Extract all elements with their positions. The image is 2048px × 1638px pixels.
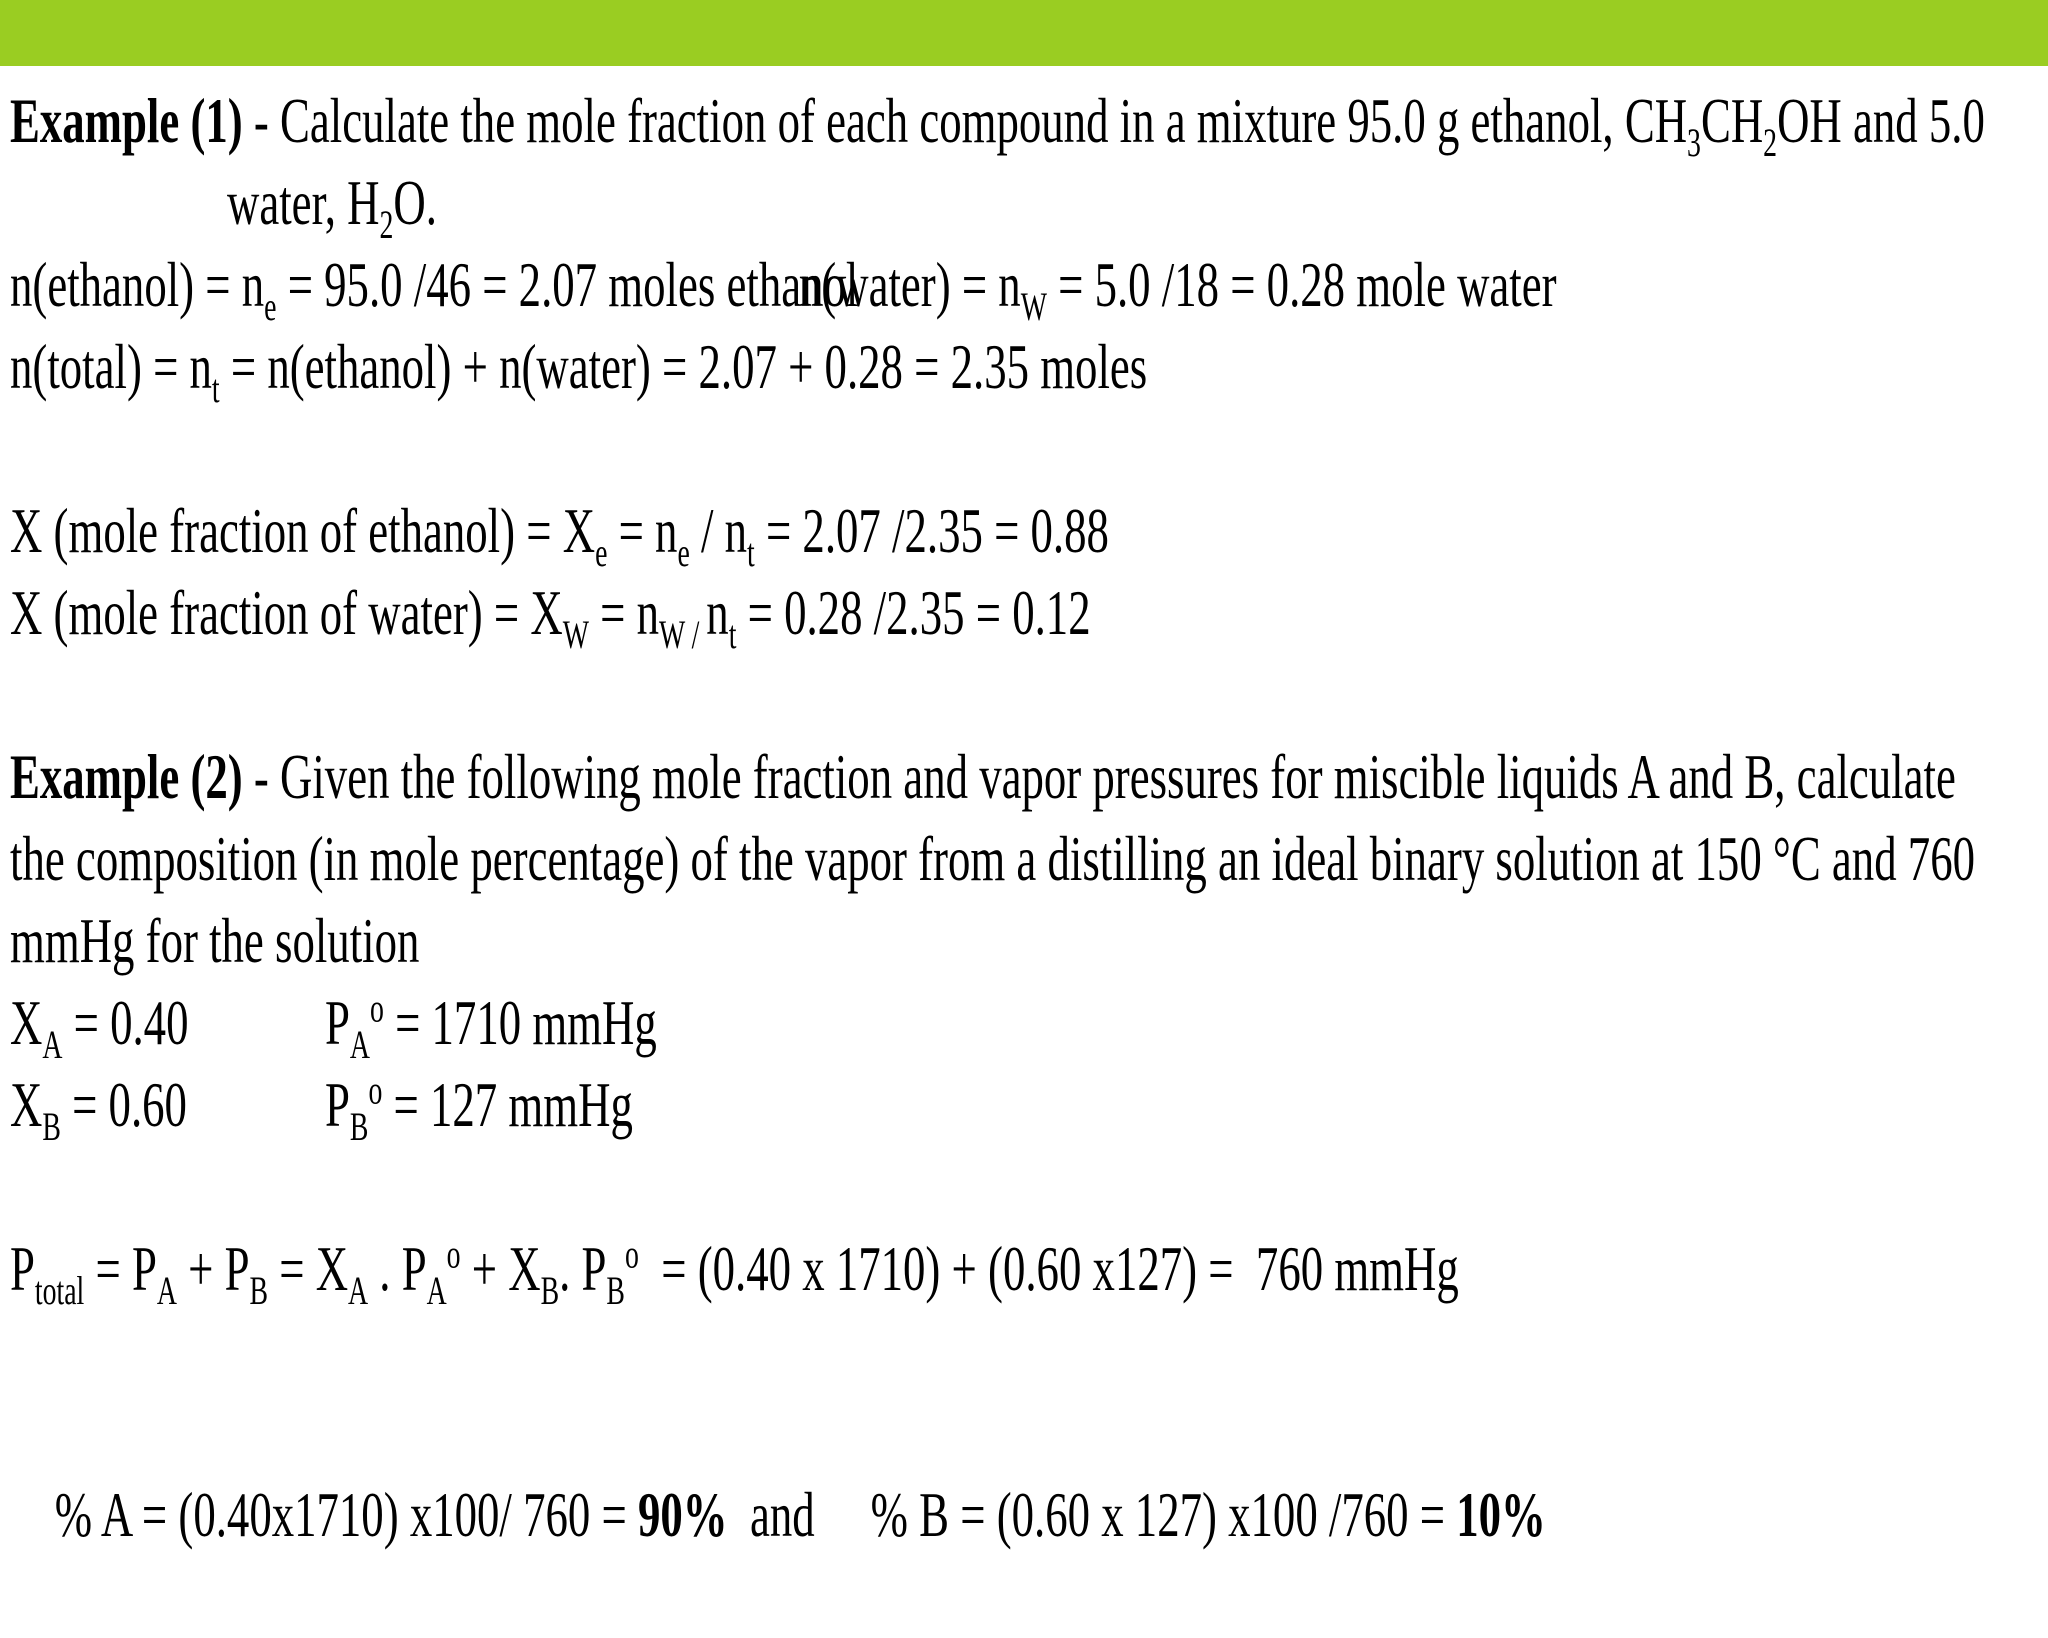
- example2-title: Example (2): [10, 741, 243, 812]
- example1-title: Example (1): [10, 85, 243, 156]
- header-accent-bar: [0, 0, 2048, 66]
- percent-b: % B = (0.60 x 127) x100 /760 = 10%: [870, 1479, 1546, 1550]
- moles-line: [10, 244, 1557, 329]
- x-water-line: X (mole fraction of water) = $X_W = n_{W /}$ $n_t = 0.28$ /2.35 = 0.12: [10, 577, 1091, 657]
- percent-a: % A = (0.40x1710) x100/ 760 = 90%: [54, 1479, 728, 1550]
- slide-content: [10, 80, 1985, 1550]
- n-total-line: n(total) = $n_t$ = n(ethanol) + n(water) = 2.07 + 0.28 = 2.35 moles: [10, 331, 1148, 411]
- xb-pb-line: [10, 1064, 1431, 1149]
- pa-value: $P_A^o = 1710$ mmHg: [325, 986, 657, 1067]
- percent-line: % A = (0.40x1710) x100/ 760 = 90% and % B = (0.60 x 127) x100 /760 = 10%: [54, 1479, 1546, 1550]
- example2-question-line3: mmHg for the solution: [10, 905, 420, 976]
- x-ethanol-line: X (mole fraction of ethanol) = $X_e = n_e / n_t = 2.07$ /2.35 = 0.88: [10, 495, 1109, 575]
- p-total-line: $P_{total} = P_A + P_B = X_A$ . $P_A^o + X_B$. $P_B^o = (0.40$ x 1710) + (0.60 x127) = 760 mmHg: [10, 1232, 1459, 1313]
- xb-value: $X_B = 0.60$: [10, 1069, 187, 1149]
- pb-value: $P_B^o = 127$ mmHg: [325, 1068, 633, 1149]
- n-water: n(water) = $n_W = 5.0$ /18 = 0.28 mole water: [798, 249, 1557, 329]
- xa-pa-line: [10, 982, 1431, 1067]
- xa-value: $X_A = 0.40$: [10, 987, 189, 1067]
- example2-question-line2: the composition (in mole percentage) of the vapor from a distilling an ideal binary solution at 150 °C and 760: [10, 823, 1976, 894]
- n-ethanol: n(ethanol) = $n_e = 95.0$ /46 = 2.07 moles ethanol: [10, 249, 859, 329]
- example2-question-line1: Example (2) - Given the following mole fraction and vapor pressures for miscible liquids A and B, calculate: [10, 741, 1956, 812]
- example1-question-line2: water, $H_2O$.: [227, 167, 437, 247]
- example1-question-line1: Example (1) - Calculate the mole fraction of each compound in a mixture 95.0 g ethanol, $CH_3CH_2OH$ and 5.0: [10, 85, 1985, 165]
